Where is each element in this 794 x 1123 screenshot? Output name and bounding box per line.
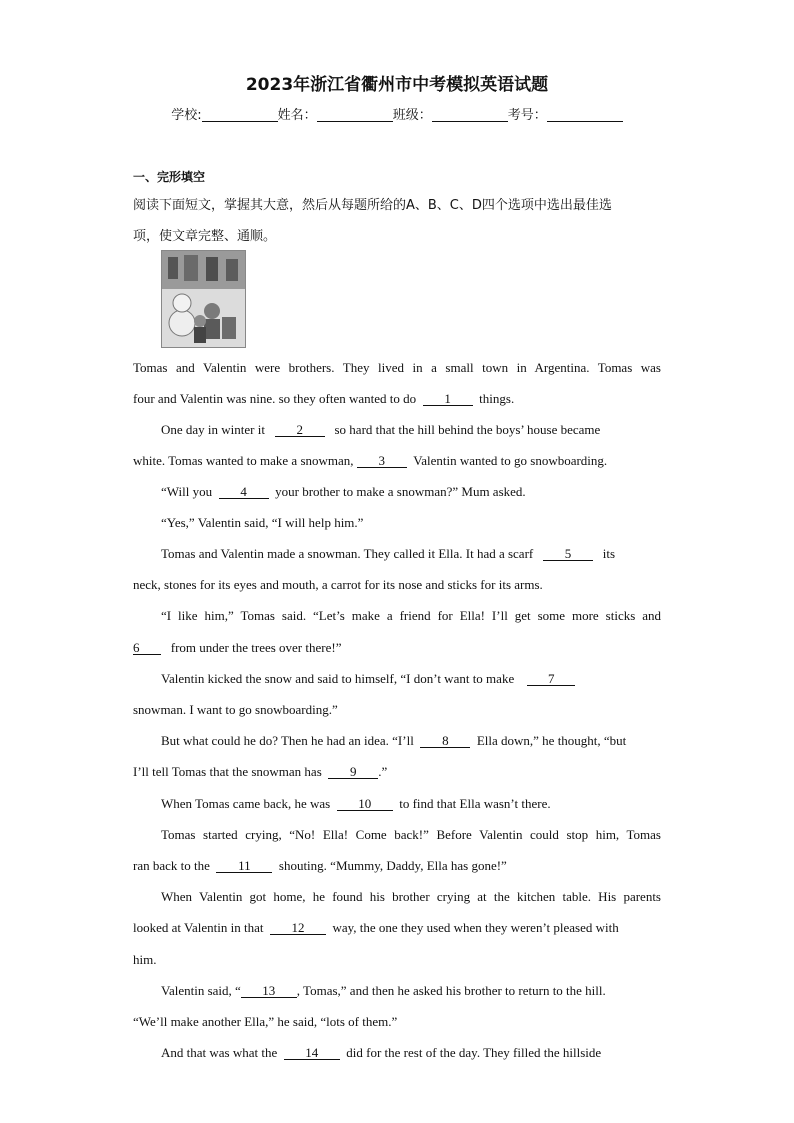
text: ran back to the: [133, 858, 210, 873]
blank-13[interactable]: 13: [241, 984, 297, 998]
passage-line-6: “Yes,” Valentin said, “I will help him.”: [161, 515, 364, 530]
text: so hard that the hill behind the boys’ house became: [334, 422, 601, 437]
text: your brother to make a snowman?” Mum asked.: [275, 484, 526, 499]
school-label: 学校:: [171, 108, 202, 123]
blank-8[interactable]: 8: [420, 734, 470, 748]
passage-line-16: Tomas started crying, “No! Ella! Come back!” Before Valentin could stop him, Tomas: [161, 827, 661, 842]
passage-line-4: [133, 453, 661, 469]
text: And that was what the: [161, 1045, 278, 1060]
text: way, the one they used when they weren’t pleased with: [332, 920, 619, 935]
text: Tomas and Valentin made a snowman. They called it Ella. It had a scarf: [161, 546, 534, 561]
text: Ella down,” he thought, “but: [476, 733, 627, 748]
blank-3[interactable]: 3: [357, 454, 407, 468]
instruction-line-1: 阅读下面短文，掌握其大意，然后从每题所给的A、B、C、D四个选项中选出最佳选: [133, 198, 612, 213]
class-label: 班级：: [392, 108, 432, 123]
passage-line-13: [161, 733, 661, 749]
text: Valentin kicked the snow and said to himself, “I don’t want to make: [161, 671, 515, 686]
passage-line-17: [133, 858, 661, 874]
passage-line-3: [161, 422, 661, 438]
blank-4[interactable]: 4: [219, 485, 269, 499]
text: When Tomas came back, he was: [161, 796, 331, 811]
text: from under the trees over there!”: [170, 640, 342, 655]
passage-line-23: [161, 1045, 661, 1061]
passage-line-5: [161, 484, 661, 500]
name-blank[interactable]: [317, 107, 393, 122]
passage-line-22: “We’ll make another Ella,” he said, “lots of them.”: [133, 1014, 398, 1029]
passage-line-1: Tomas and Valentin were brothers. They lived in a small town in Argentina. Tomas was: [133, 360, 661, 375]
school-blank[interactable]: [202, 107, 278, 122]
blank-6[interactable]: 6: [133, 641, 161, 655]
name-label: 姓名：: [277, 108, 317, 123]
blank-2[interactable]: 2: [275, 423, 325, 437]
section-title: 一、完形填空: [133, 170, 206, 184]
text: Valentin said, “: [161, 983, 241, 998]
text: But what could he do? Then he had an idea. “I’ll: [161, 733, 414, 748]
text: “Will you: [161, 484, 213, 499]
student-info-row: [0, 104, 794, 123]
blank-14[interactable]: 14: [284, 1046, 340, 1060]
passage-line-14: [133, 764, 661, 780]
snowman-illustration: [161, 250, 246, 348]
class-blank[interactable]: [432, 107, 508, 122]
text: things.: [479, 391, 515, 406]
blank-11[interactable]: 11: [216, 859, 272, 873]
blank-9[interactable]: 9: [328, 765, 378, 779]
passage-line-15: [161, 796, 661, 812]
page-title: 2023年浙江省衢州市中考模拟英语试题: [245, 75, 549, 95]
exam-number-blank[interactable]: [547, 107, 623, 122]
passage-line-10: [133, 640, 661, 656]
blank-5[interactable]: 5: [543, 547, 593, 561]
passage-line-8: neck, stones for its eyes and mouth, a carrot for its nose and sticks for its arms.: [133, 577, 543, 592]
blank-12[interactable]: 12: [270, 921, 326, 935]
passage-line-11: [161, 671, 661, 687]
text: One day in winter it: [161, 422, 265, 437]
blank-7[interactable]: 7: [527, 672, 575, 686]
text: looked at Valentin in that: [133, 920, 264, 935]
passage-line-9: “I like him,” Tomas said. “Let’s make a friend for Ella! I’ll get some more sticks and: [161, 608, 661, 623]
passage-line-19: [133, 920, 661, 936]
passage-line-7: [161, 546, 661, 562]
text: its: [602, 546, 616, 561]
text: I’ll tell Tomas that the snowman has: [133, 764, 322, 779]
passage-line-18: When Valentin got home, he found his brother crying at the kitchen table. His parents: [161, 889, 661, 904]
text: four and Valentin was nine. so they often wanted to do: [133, 391, 417, 406]
blank-1[interactable]: 1: [423, 392, 473, 406]
text: white. Tomas wanted to make a snowman,: [133, 453, 354, 468]
text: , Tomas,” and then he asked his brother to return to the hill.: [296, 983, 606, 998]
text: Valentin wanted to go snowboarding.: [413, 453, 608, 468]
text: shouting. “Mummy, Daddy, Ella has gone!”: [278, 858, 507, 873]
text: to find that Ella wasn’t there.: [399, 796, 551, 811]
passage-line-20: him.: [133, 952, 157, 967]
passage-line-2: [133, 391, 661, 407]
text: .”: [378, 764, 388, 779]
passage-line-21: [161, 983, 661, 999]
blank-10[interactable]: 10: [337, 797, 393, 811]
instruction-line-2: 项，使文章完整、通顺。: [133, 229, 277, 244]
text: did for the rest of the day. They filled the hillside: [346, 1045, 602, 1060]
exam-number-label: 考号：: [507, 108, 547, 123]
passage-line-12: snowman. I want to go snowboarding.”: [133, 702, 338, 717]
